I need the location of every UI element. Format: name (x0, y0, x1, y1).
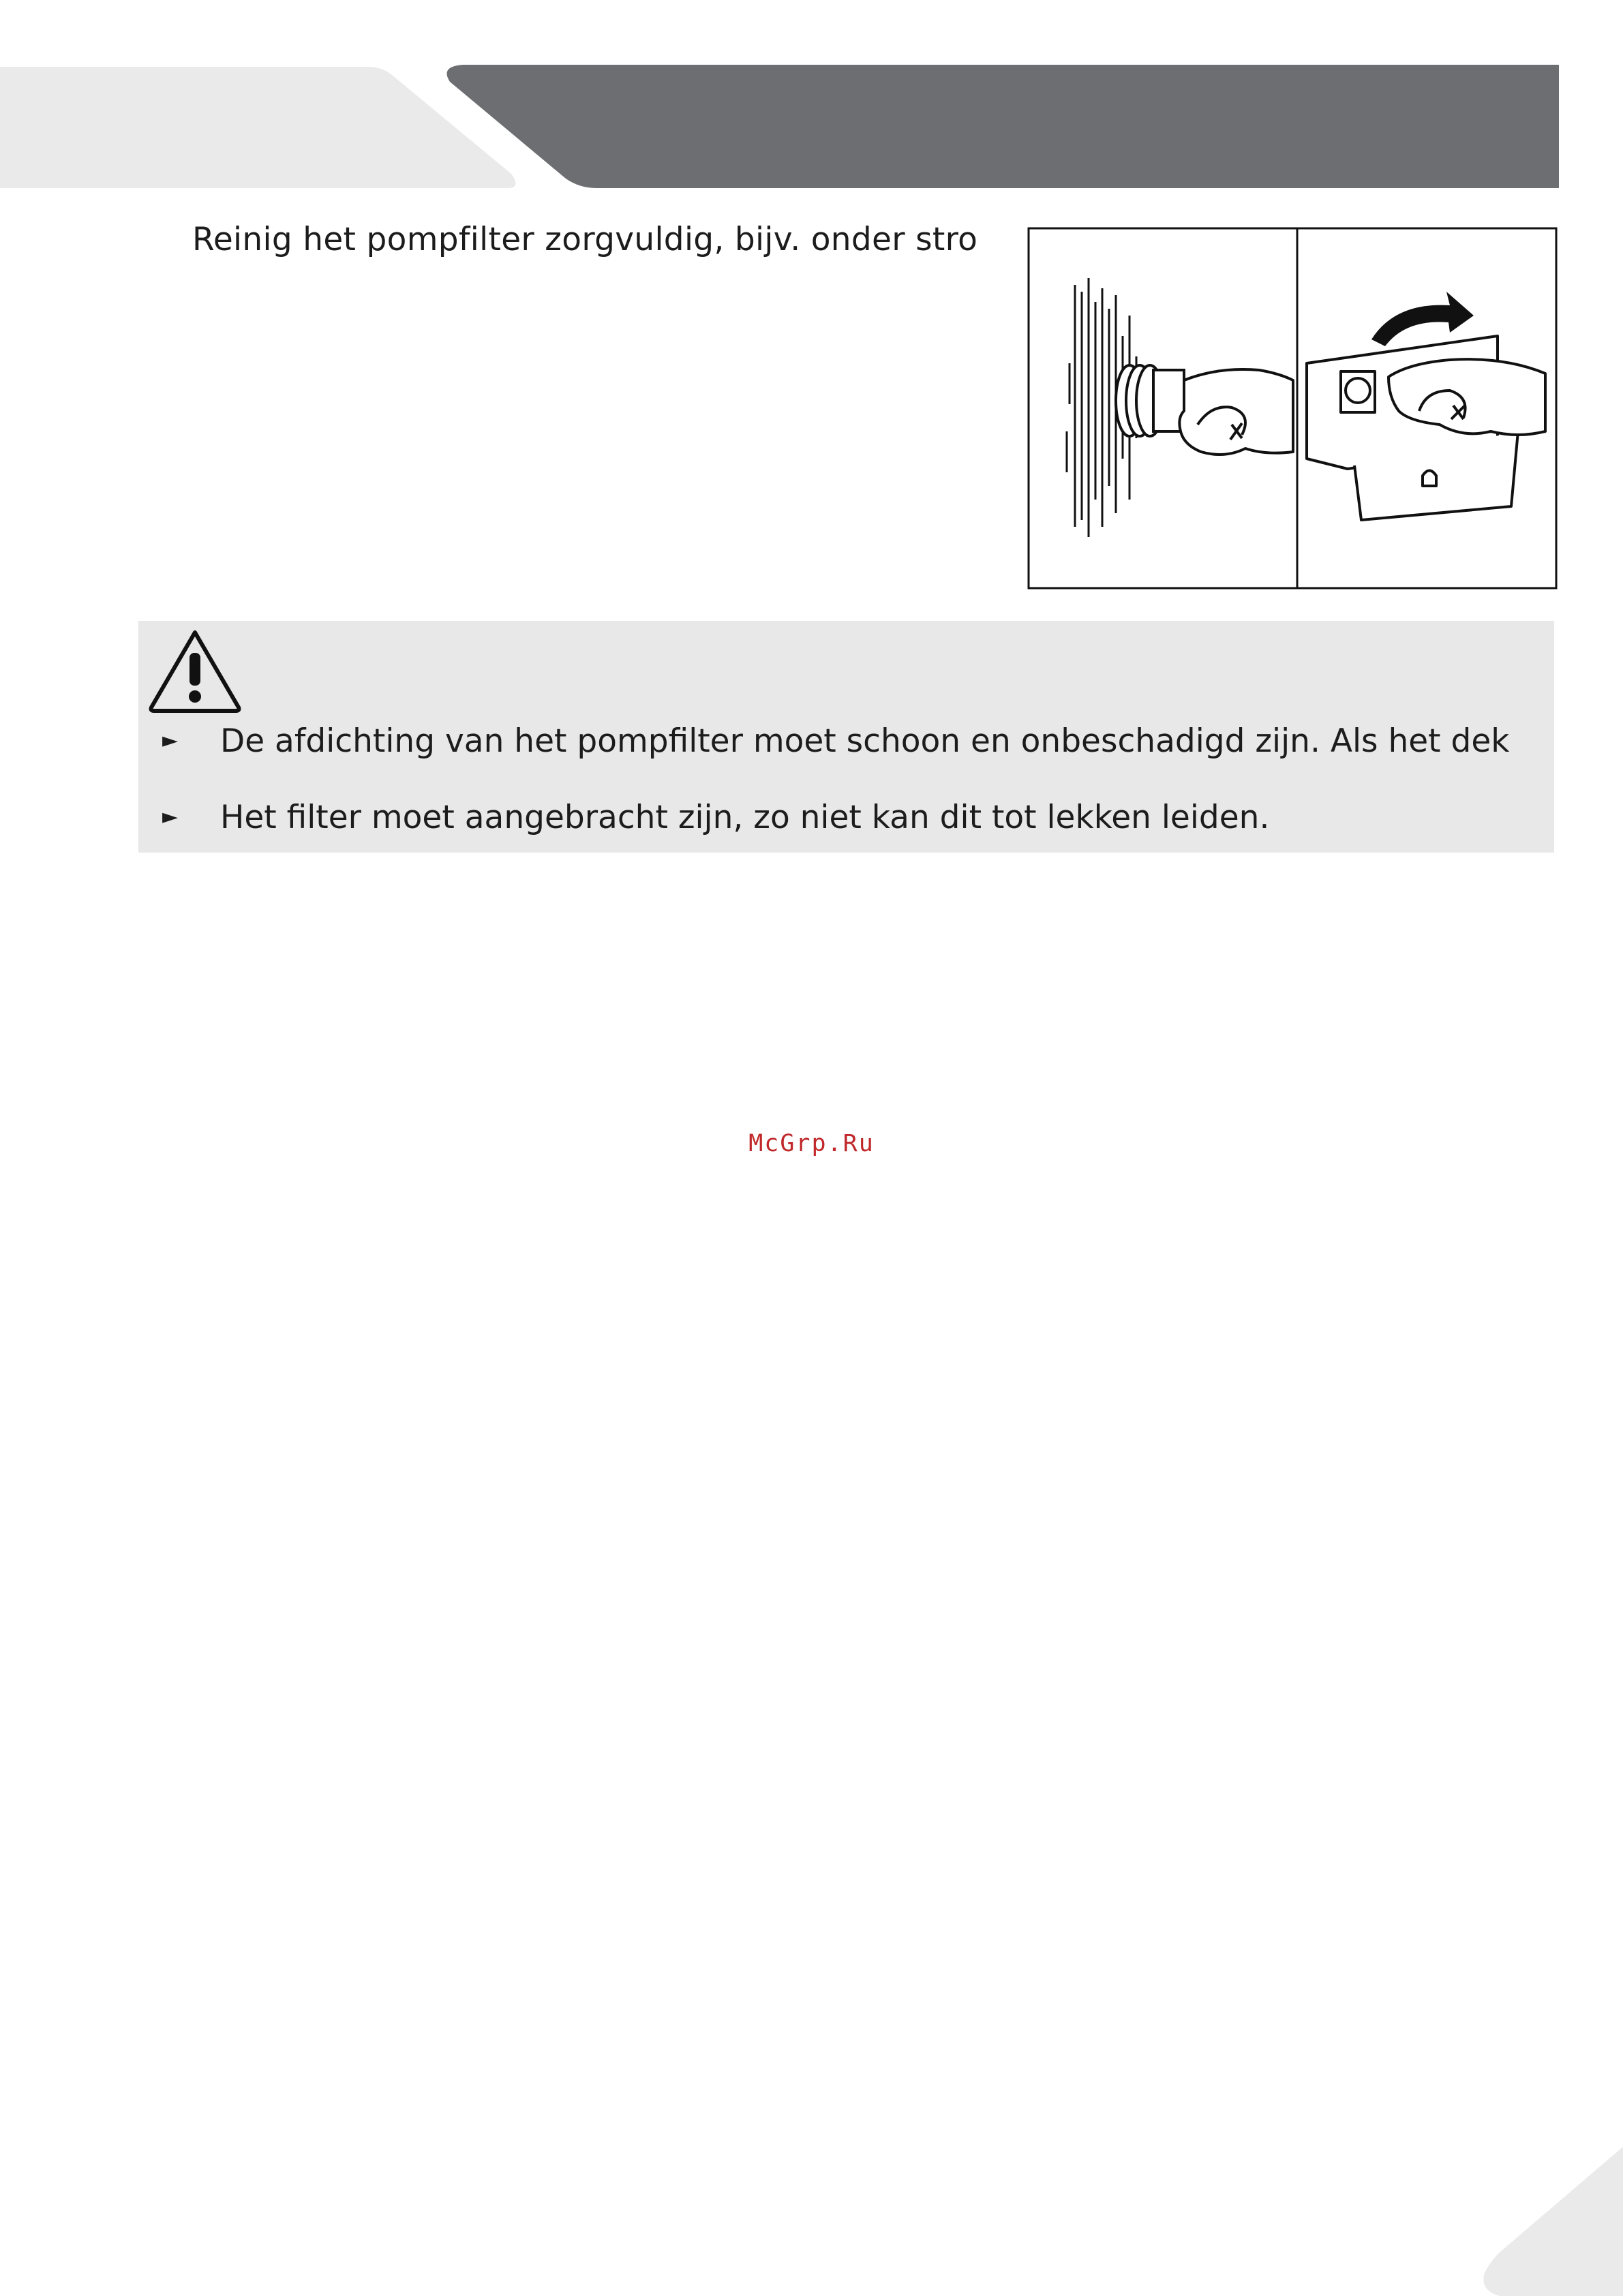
bullet-marker-icon: ► (162, 728, 179, 752)
hand-icon (1179, 369, 1293, 455)
warning-bullet-2 (162, 797, 1269, 840)
header-tab (0, 67, 515, 188)
filter-cleaning-illustration (1027, 227, 1559, 592)
warning-bullet-text: De afdichting van het pompfilter moet schoon en onbeschadigd zijn. Als het dek (220, 722, 1510, 760)
intro-text: Reinig het pompfilter zorgvuldig, bijv. onder stro (192, 221, 978, 258)
warning-bullet-1 (162, 721, 1510, 764)
warning-triangle-icon (147, 628, 243, 714)
header-band (0, 0, 1623, 204)
filter-part (1116, 365, 1184, 436)
watermark-link[interactable]: McGrp.Ru (748, 1130, 875, 1157)
corner-tab (1479, 2147, 1623, 2296)
header-bar (447, 65, 1560, 188)
warning-bullet-text: Het filter moet aangebracht zijn, zo niet kan dit tot lekken leiden. (220, 799, 1270, 836)
bullet-marker-icon: ► (162, 804, 179, 829)
